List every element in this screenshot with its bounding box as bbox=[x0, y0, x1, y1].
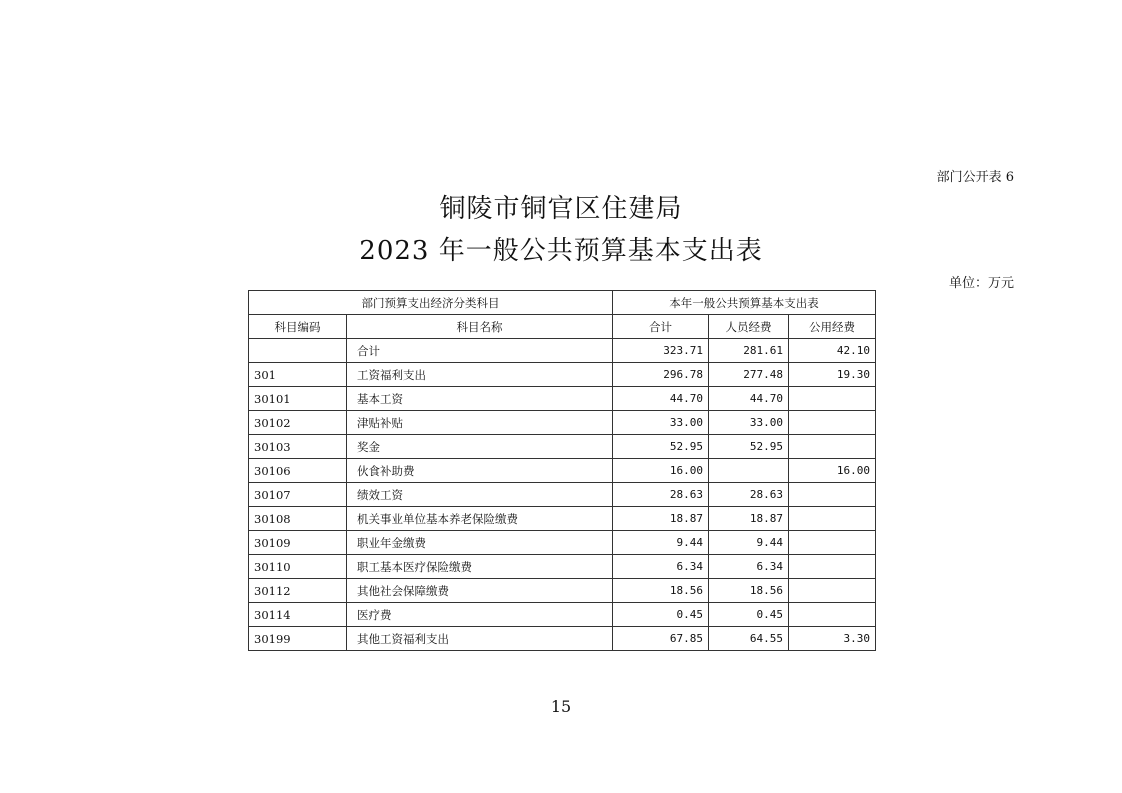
cell-personnel: 18.87 bbox=[709, 507, 789, 531]
cell-public bbox=[789, 411, 876, 435]
cell-public bbox=[789, 435, 876, 459]
cell-personnel: 9.44 bbox=[709, 531, 789, 555]
budget-table bbox=[248, 290, 876, 651]
cell-total: 18.56 bbox=[613, 579, 709, 603]
table-row bbox=[249, 555, 876, 579]
cell-name: 合计 bbox=[347, 339, 613, 363]
cell-name: 其他工资福利支出 bbox=[347, 627, 613, 651]
cell-public bbox=[789, 579, 876, 603]
column-header-personnel: 人员经费 bbox=[709, 315, 789, 339]
cell-personnel: 44.70 bbox=[709, 387, 789, 411]
group-header-classification: 部门预算支出经济分类科目 bbox=[249, 291, 613, 315]
column-header-code: 科目编码 bbox=[249, 315, 347, 339]
cell-total: 52.95 bbox=[613, 435, 709, 459]
cell-code: 30106 bbox=[249, 459, 347, 483]
table-row bbox=[249, 603, 876, 627]
cell-public bbox=[789, 603, 876, 627]
cell-name: 职工基本医疗保险缴费 bbox=[347, 555, 613, 579]
cell-public bbox=[789, 507, 876, 531]
cell-code: 30108 bbox=[249, 507, 347, 531]
cell-personnel: 18.56 bbox=[709, 579, 789, 603]
cell-total: 28.63 bbox=[613, 483, 709, 507]
cell-total: 44.70 bbox=[613, 387, 709, 411]
table-row bbox=[249, 579, 876, 603]
table-row bbox=[249, 435, 876, 459]
cell-code: 30102 bbox=[249, 411, 347, 435]
cell-name: 机关事业单位基本养老保险缴费 bbox=[347, 507, 613, 531]
cell-code: 30103 bbox=[249, 435, 347, 459]
unit-label: 单位：万元 bbox=[948, 276, 1014, 291]
cell-name: 绩效工资 bbox=[347, 483, 613, 507]
cell-name: 伙食补助费 bbox=[347, 459, 613, 483]
cell-personnel: 33.00 bbox=[709, 411, 789, 435]
column-header-public: 公用经费 bbox=[789, 315, 876, 339]
cell-name: 津贴补贴 bbox=[347, 411, 613, 435]
column-header-total: 合计 bbox=[613, 315, 709, 339]
cell-total: 67.85 bbox=[613, 627, 709, 651]
cell-personnel: 0.45 bbox=[709, 603, 789, 627]
cell-total: 9.44 bbox=[613, 531, 709, 555]
table-row bbox=[249, 459, 876, 483]
table-number-label: 部门公开表 6 bbox=[936, 170, 1014, 185]
cell-code bbox=[249, 339, 347, 363]
cell-code: 301 bbox=[249, 363, 347, 387]
page-number: 15 bbox=[550, 697, 572, 716]
table-column-header-row bbox=[249, 315, 876, 339]
cell-personnel: 28.63 bbox=[709, 483, 789, 507]
table-row bbox=[249, 339, 876, 363]
cell-total: 18.87 bbox=[613, 507, 709, 531]
cell-name: 奖金 bbox=[347, 435, 613, 459]
cell-code: 30199 bbox=[249, 627, 347, 651]
cell-total: 296.78 bbox=[613, 363, 709, 387]
group-header-expenditure: 本年一般公共预算基本支出表 bbox=[613, 291, 876, 315]
cell-total: 16.00 bbox=[613, 459, 709, 483]
table-row bbox=[249, 507, 876, 531]
cell-personnel: 6.34 bbox=[709, 555, 789, 579]
cell-public: 19.30 bbox=[789, 363, 876, 387]
cell-public bbox=[789, 531, 876, 555]
cell-name: 医疗费 bbox=[347, 603, 613, 627]
cell-public: 3.30 bbox=[789, 627, 876, 651]
cell-name: 基本工资 bbox=[347, 387, 613, 411]
cell-code: 30101 bbox=[249, 387, 347, 411]
cell-total: 323.71 bbox=[613, 339, 709, 363]
cell-code: 30107 bbox=[249, 483, 347, 507]
cell-name: 职业年金缴费 bbox=[347, 531, 613, 555]
document-title: 铜陵市铜官区住建局 bbox=[439, 194, 683, 224]
cell-code: 30112 bbox=[249, 579, 347, 603]
cell-total: 6.34 bbox=[613, 555, 709, 579]
cell-total: 33.00 bbox=[613, 411, 709, 435]
table-row bbox=[249, 483, 876, 507]
cell-public bbox=[789, 483, 876, 507]
column-header-name: 科目名称 bbox=[347, 315, 613, 339]
cell-total: 0.45 bbox=[613, 603, 709, 627]
cell-public: 42.10 bbox=[789, 339, 876, 363]
table-row bbox=[249, 531, 876, 555]
table-group-header-row bbox=[249, 291, 876, 315]
table-row bbox=[249, 627, 876, 651]
cell-name: 工资福利支出 bbox=[347, 363, 613, 387]
cell-personnel: 277.48 bbox=[709, 363, 789, 387]
table-row bbox=[249, 387, 876, 411]
cell-personnel: 52.95 bbox=[709, 435, 789, 459]
cell-personnel bbox=[709, 459, 789, 483]
cell-public: 16.00 bbox=[789, 459, 876, 483]
document-subtitle: 2023 年一般公共预算基本支出表 bbox=[359, 236, 763, 266]
cell-code: 30114 bbox=[249, 603, 347, 627]
table-row bbox=[249, 363, 876, 387]
cell-public bbox=[789, 387, 876, 411]
cell-personnel: 64.55 bbox=[709, 627, 789, 651]
cell-code: 30109 bbox=[249, 531, 347, 555]
cell-personnel: 281.61 bbox=[709, 339, 789, 363]
cell-public bbox=[789, 555, 876, 579]
cell-code: 30110 bbox=[249, 555, 347, 579]
cell-name: 其他社会保障缴费 bbox=[347, 579, 613, 603]
table-row bbox=[249, 411, 876, 435]
